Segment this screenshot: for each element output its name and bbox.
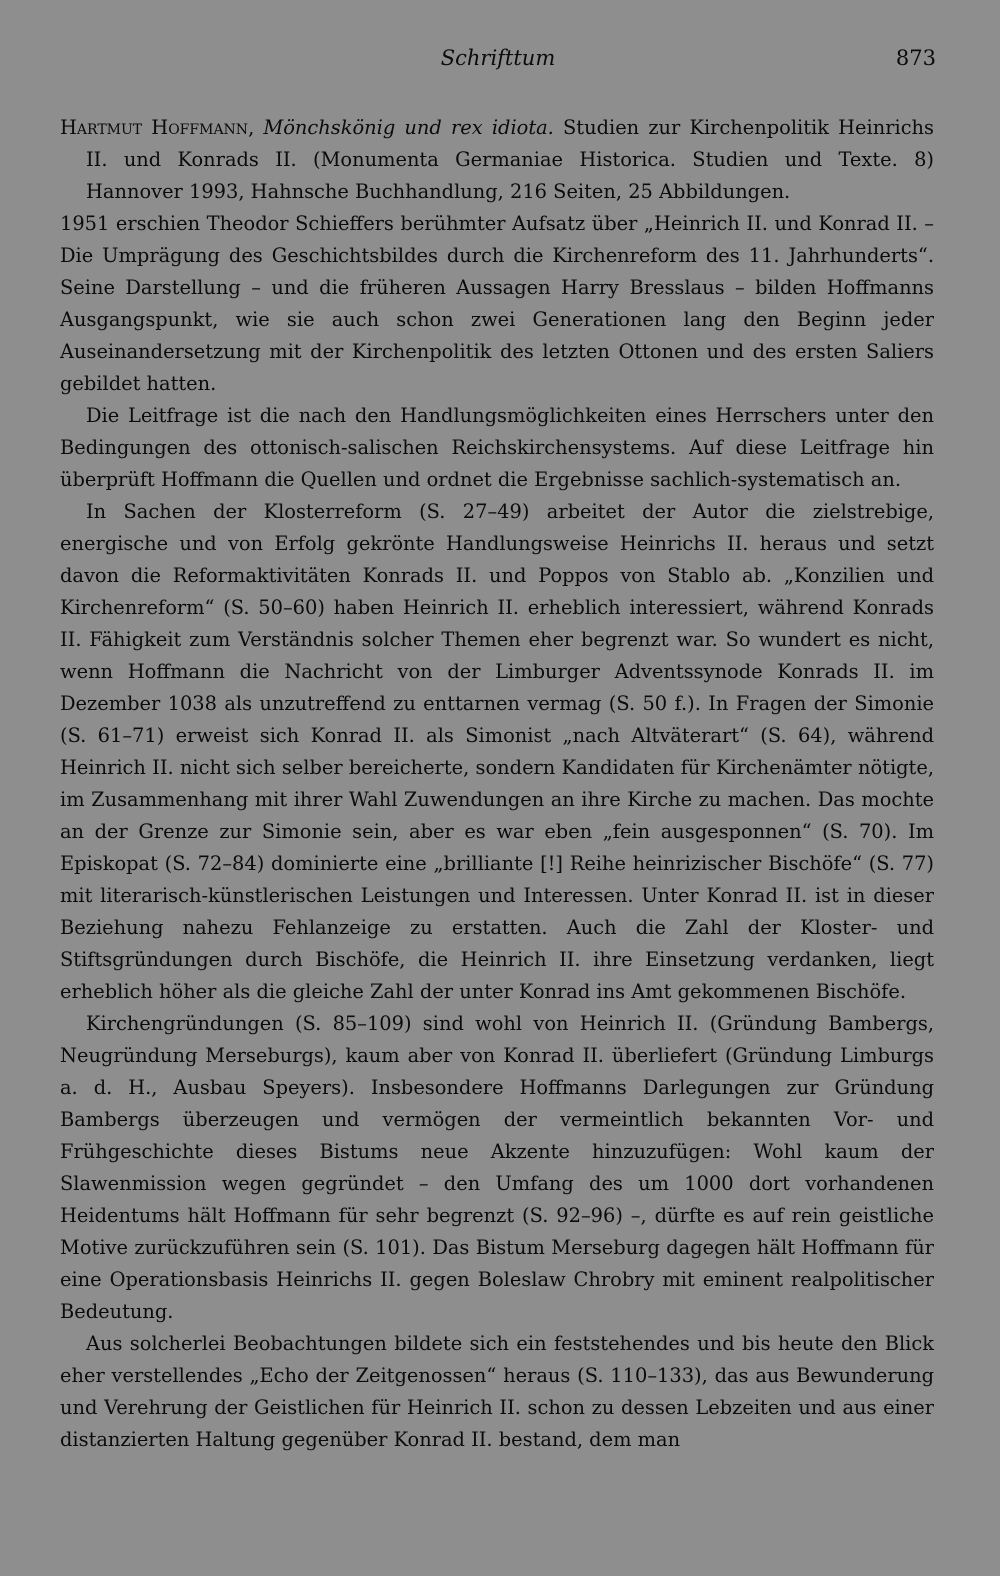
paragraph-klosterreform: In Sachen der Klosterreform (S. 27–49) arbeitet der Autor die zielstrebige, energische und von Erfolg gekrönte Handlungsweise Heinrichs II. heraus und setzt davon die Reformaktivitäten Konrads II. und Poppos von Stablo ab. „Konzilien und Kirchenreform“ (S. 50–60) haben Heinrich II. erheblich interessiert, während Konrads II. Fähigkeit zum Verständnis solcher Themen eher begrenzt war. So wundert es nicht, wenn Hoffmann die Nachricht von der Limburger Adventssynode Konrads II. im Dezember 1038 als unzutreffend zu enttarnen vermag (S. 50 f.). In Fragen der Simonie (S. 61–71) erweist sich Konrad II. als Simonist „nach Altväterart“ (S. 64), während Heinrich II. nicht sich selber bereicherte, sondern Kandidaten für Kirchenämter nötigte, im Zusammenhang mit ihrer Wahl Zuwendungen an ihre Kirche zu machen. Das mochte an der Grenze zur Simonie sein, aber es war eben „fein ausgesponnen“ (S. 70). Im Episkopat (S. 72–84) dominierte eine „brilliante [!] Reihe heinrizischer Bischöfe“ (S. 77) mit literarisch-künstlerischen Leistungen und Interessen. Unter Konrad II. ist in dieser Beziehung nahezu Fehlanzeige zu erstatten. Auch die Zahl der Kloster- und Stiftsgründungen durch Bischöfe, die Heinrich II. ihre Einsetzung verdanken, liegt erheblich höher als die gleiche Zahl der unter Konrad ins Amt gekommenen Bischöfe. [60, 500, 934, 1003]
page-number: 873 [895, 46, 936, 70]
paragraph-leitfrage: Die Leitfrage ist die nach den Handlungsmöglichkeiten eines Herrschers unter den Bedingungen des ottonisch-salischen Reichskirchensystems. Auf diese Leitfrage hin überprüft Hoffmann die Quellen und ordnet die Ergebnisse sachlich-systematisch an. [60, 404, 934, 491]
running-title: Schrifttum [440, 46, 556, 70]
entry-title: Mönchskönig und rex idiota. [263, 116, 554, 139]
paragraph-intro: 1951 erschien Theodor Schieffers berühmter Aufsatz über „Heinrich II. und Konrad II. – Die Umprägung des Geschichtsbildes durch die Kirchenreform des 11. Jahrhunderts“. Seine Darstellung – und die früheren Aussagen Harry Bresslaus – bilden Hoffmanns Ausgangspunkt, wie sie auch schon zwei Generationen lang den Beginn jeder Auseinandersetzung mit der Kirchenpolitik des letzten Ottonen und des ersten Saliers gebildet hatten. [60, 212, 934, 395]
review-body [60, 112, 934, 1456]
entry-separator: , [248, 116, 264, 139]
paragraph-echo: Aus solcherlei Beobachtungen bildete sich ein feststehendes und bis heute den Blick eher verstellendes „Echo der Zeitgenossen“ heraus (S. 110–133), das aus Bewunderung und Verehrung der Geistlichen für Heinrich II. schon zu dessen Lebzeiten und aus einer distanzierten Haltung gegenüber Konrad II. bestand, dem man [60, 1332, 934, 1451]
bibliographic-entry [60, 112, 934, 208]
running-header [60, 46, 936, 78]
entry-author: Hartmut Hoffmann [60, 116, 249, 139]
entry-details: Studien zur Kirchenpolitik Heinrichs II. und Konrads II. (Monumenta Germaniae Historica. Studien und Texte. 8) Hannover 1993, Hahnsche Buchhandlung, 216 Seiten, 25 Abbildungen. [86, 116, 934, 203]
paragraph-kirchengruendungen: Kirchengründungen (S. 85–109) sind wohl von Heinrich II. (Gründung Bambergs, Neugründung Merseburgs), kaum aber von Konrad II. überliefert (Gründung Limburgs a. d. H., Ausbau Speyers). Insbesondere Hoffmanns Darlegungen zur Gründung Bambergs überzeugen und vermögen der vermeintlich bekannten Vor- und Frühgeschichte dieses Bistums neue Akzente hinzuzufügen: Wohl kaum der Slawenmission wegen gegründet – den Umfang des um 1000 dort vorhandenen Heidentums hält Hoffmann für sehr begrenzt (S. 92–96) –, dürfte es auf rein geistliche Motive zurückzuführen sein (S. 101). Das Bistum Merseburg dagegen hält Hoffmann für eine Operationsbasis Heinrichs II. gegen Boleslaw Chrobry mit eminent realpolitischer Bedeutung. [60, 1012, 934, 1323]
